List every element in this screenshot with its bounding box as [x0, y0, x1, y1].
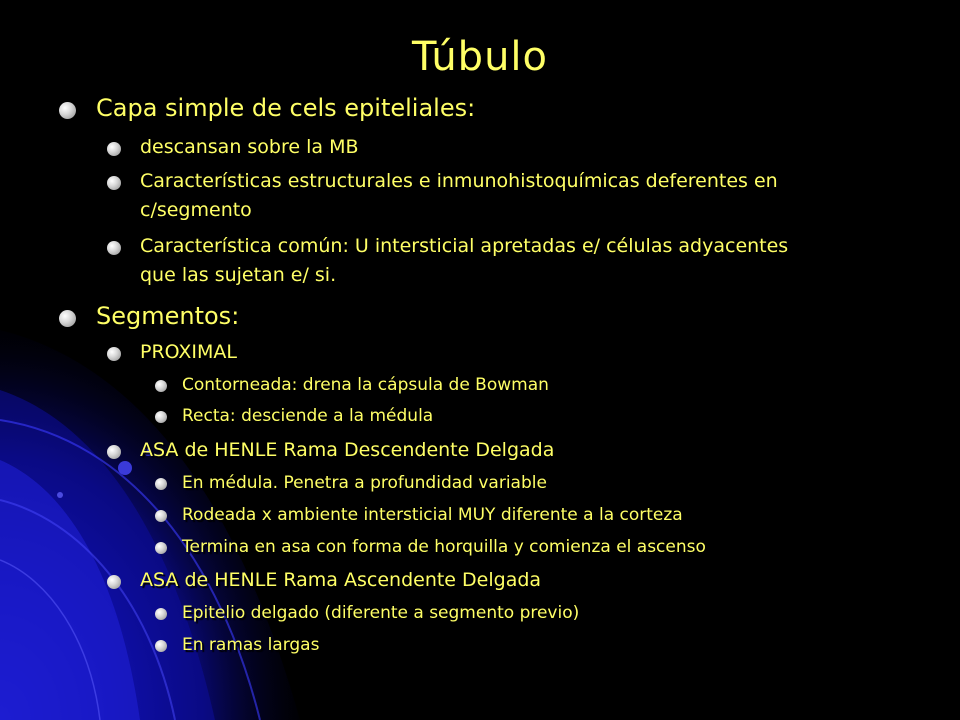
bullet-capa-simple: [96, 96, 475, 121]
bullet-icon: [107, 176, 121, 190]
bullet-icon: [107, 445, 121, 459]
bullet-text: que las sujetan e/ si.: [140, 264, 337, 286]
bullet-caracteristicas: [140, 172, 778, 192]
bullet-icon: [155, 640, 167, 652]
bullet-descansan: [140, 138, 359, 158]
bullet-icon: [107, 241, 121, 255]
bullet-rodeada: [182, 507, 683, 525]
bullet-text: Capa simple de cels epiteliales:: [96, 94, 476, 122]
bullet-icon: [107, 347, 121, 361]
bullet-text: ASA de HENLE Rama Descendente Delgada: [140, 439, 555, 461]
bullet-icon: [155, 478, 167, 490]
bullet-text: En médula. Penetra a profundidad variable: [182, 473, 547, 493]
bullet-icon: [59, 310, 76, 327]
bullet-text: PROXIMAL: [140, 341, 237, 363]
slide-title: Túbulo: [411, 34, 549, 80]
bullet-proximal: [140, 343, 237, 363]
bullet-icon: [59, 102, 76, 119]
bullet-text: Rodeada x ambiente intersticial MUY diferente a la corteza: [182, 505, 683, 525]
bullet-caracteristica-comun: [140, 237, 788, 257]
bullet-asa-descendente: [140, 441, 554, 461]
bullet-text: Termina en asa con forma de horquilla y comienza el ascenso: [182, 537, 706, 557]
bullet-termina: [182, 539, 706, 557]
bullet-icon: [155, 411, 167, 423]
bullet-icon: [155, 608, 167, 620]
bullet-caracteristica-comun-cont: [140, 266, 336, 286]
bullet-segmentos: [96, 304, 239, 329]
bullet-epitelio: [182, 605, 579, 623]
bullet-text: Característica común: U intersticial apretadas e/ células adyacentes: [140, 235, 789, 257]
bullet-en-medula: [182, 475, 547, 493]
bullet-text: Contorneada: drena la cápsula de Bowman: [182, 375, 549, 395]
bullet-text: Características estructurales e inmunohistoquímicas deferentes en: [140, 170, 778, 192]
bullet-text: c/segmento: [140, 199, 252, 221]
bullet-ramas-largas: [182, 637, 319, 655]
bullet-text: En ramas largas: [182, 635, 320, 655]
bullet-text: ASA de HENLE Rama Ascendente Delgada: [140, 569, 542, 591]
bullet-text: Recta: desciende a la médula: [182, 406, 434, 426]
bullet-icon: [107, 575, 121, 589]
bullet-text: Epitelio delgado (diferente a segmento previo): [182, 603, 580, 623]
bullet-text: descansan sobre la MB: [140, 136, 359, 158]
bullet-recta: [182, 408, 433, 426]
bullet-icon: [155, 510, 167, 522]
bullet-icon: [107, 142, 121, 156]
bullet-text: Segmentos:: [96, 302, 240, 330]
bullet-caracteristicas-cont: [140, 201, 252, 221]
bullet-contorneada: [182, 377, 549, 395]
bullet-asa-ascendente: [140, 571, 541, 591]
bullet-icon: [155, 542, 167, 554]
bullet-icon: [155, 380, 167, 392]
